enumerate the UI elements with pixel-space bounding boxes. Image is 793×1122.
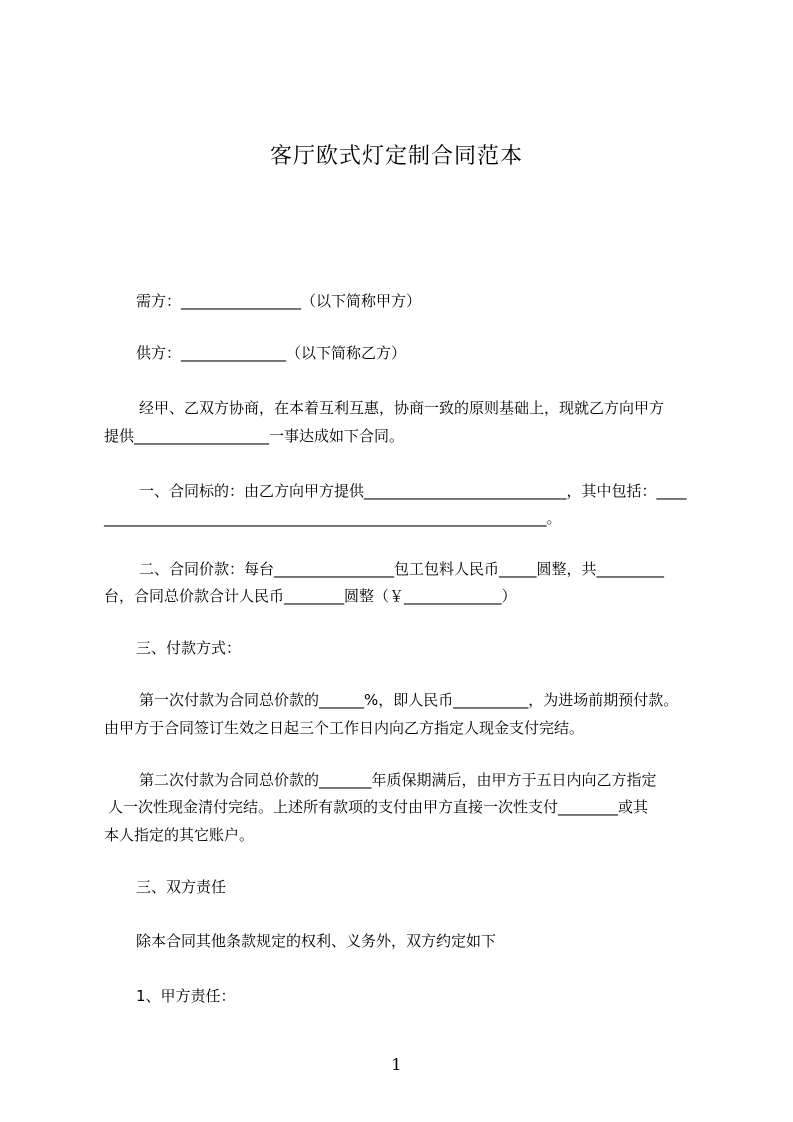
- clause-1-line-2: ___________________________________________________________。: [104, 509, 562, 527]
- page-number: 1: [391, 1055, 402, 1074]
- payment-2-line-2: 人一次性现金清付完结。上述所有款项的支付由甲方直接一次性支付________或其: [108, 798, 649, 816]
- preamble-line-2: 提供__________________一事达成如下合同。: [104, 427, 405, 445]
- demand-party-line: 需方：________________（以下简称甲方）: [136, 292, 422, 310]
- preamble-line-1: 经甲、乙双方协商，在本着互利互惠，协商一致的原则基础上，现就乙方向甲方: [139, 399, 665, 417]
- document-title: 客厅欧式灯定制合同范本: [269, 144, 523, 169]
- clause-2-line-1: 二、合同价款：每台________________包工包料人民币_____圆整，共_________: [139, 560, 665, 578]
- responsibility-intro: 除本合同其他条款规定的权利、义务外，双方约定如下: [136, 932, 497, 950]
- clause-3-heading: 三、付款方式：: [136, 639, 242, 657]
- supply-party-line: 供方：______________（以下简称乙方）: [136, 344, 407, 362]
- payment-2-line-3: 本人指定的其它账户。: [104, 826, 255, 844]
- payment-2-line-1: 第二次付款为合同总价款的_______年质保期满后，由甲方于五日内向乙方指定: [139, 771, 657, 789]
- party-a-responsibility-heading: 1、甲方责任：: [136, 987, 236, 1005]
- clause-2-line-2: 台，合同总价款合计人民币________圆整（￥_____________）: [104, 587, 517, 605]
- clause-1-line-1: 一、合同标的：由乙方向甲方提供___________________________，其中包括：____: [139, 482, 687, 500]
- responsibility-heading: 三、双方责任: [136, 878, 227, 896]
- payment-1-line-2: 由甲方于合同签订生效之日起三个工作日内向乙方指定人现金支付完结。: [104, 719, 585, 737]
- payment-1-line-1: 第一次付款为合同总价款的______%，即人民币__________，为进场前期预付款。: [139, 691, 679, 709]
